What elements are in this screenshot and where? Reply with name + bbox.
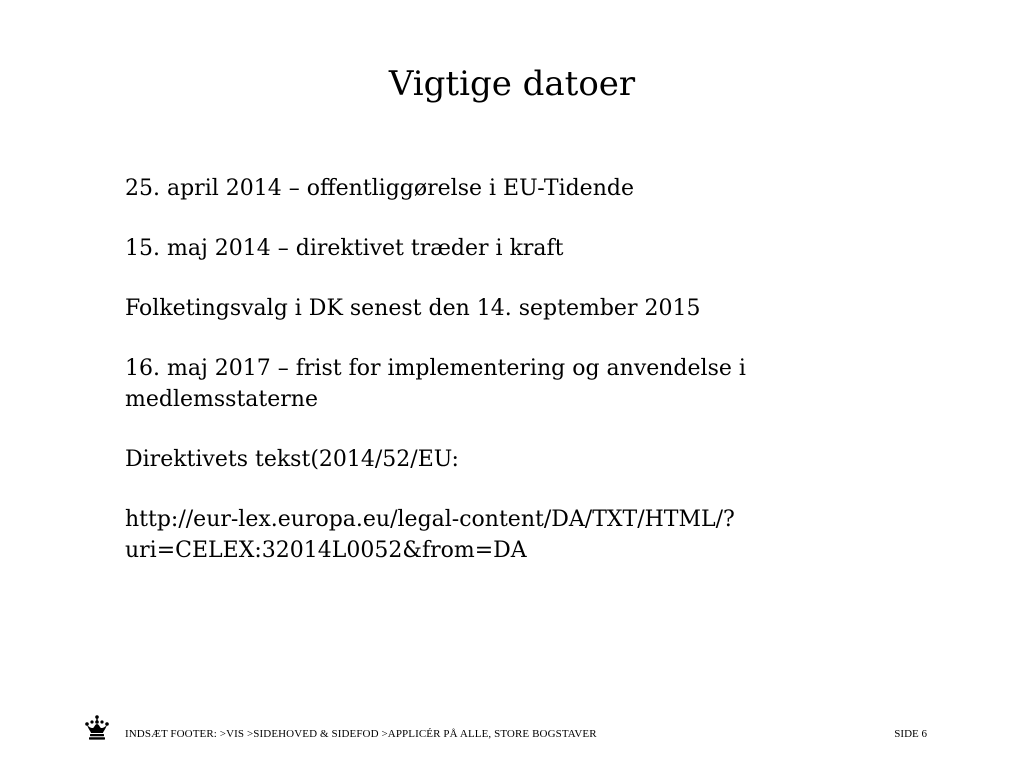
date-item: 25. april 2014 – offentliggørelse i EU-Tidende bbox=[125, 176, 634, 201]
date-item: Folketingsvalg i DK senest den 14. september 2015 bbox=[125, 296, 701, 321]
date-item: 15. maj 2014 – direktivet træder i kraft bbox=[125, 236, 564, 261]
footer-text: INDSÆT FOOTER: >VIS >SIDEHOVED & SIDEFOD >APPLICÉR PÅ ALLE, STORE BOGSTAVER bbox=[125, 728, 597, 740]
page-number: SIDE 6 bbox=[894, 728, 927, 740]
directive-link[interactable]: http://eur-lex.europa.eu/legal-content/DA/TXT/HTML/?uri=CELEX:32014L0052&from=DA bbox=[125, 507, 735, 563]
date-item: 16. maj 2017 – frist for implementering og anvendelse i medlemsstaterne bbox=[125, 356, 746, 412]
slide-content bbox=[125, 173, 885, 595]
slide-title: Vigtige datoer bbox=[388, 64, 636, 104]
directive-text-label: Direktivets tekst(2014/52/EU: bbox=[125, 447, 459, 472]
crown-icon bbox=[83, 714, 111, 742]
